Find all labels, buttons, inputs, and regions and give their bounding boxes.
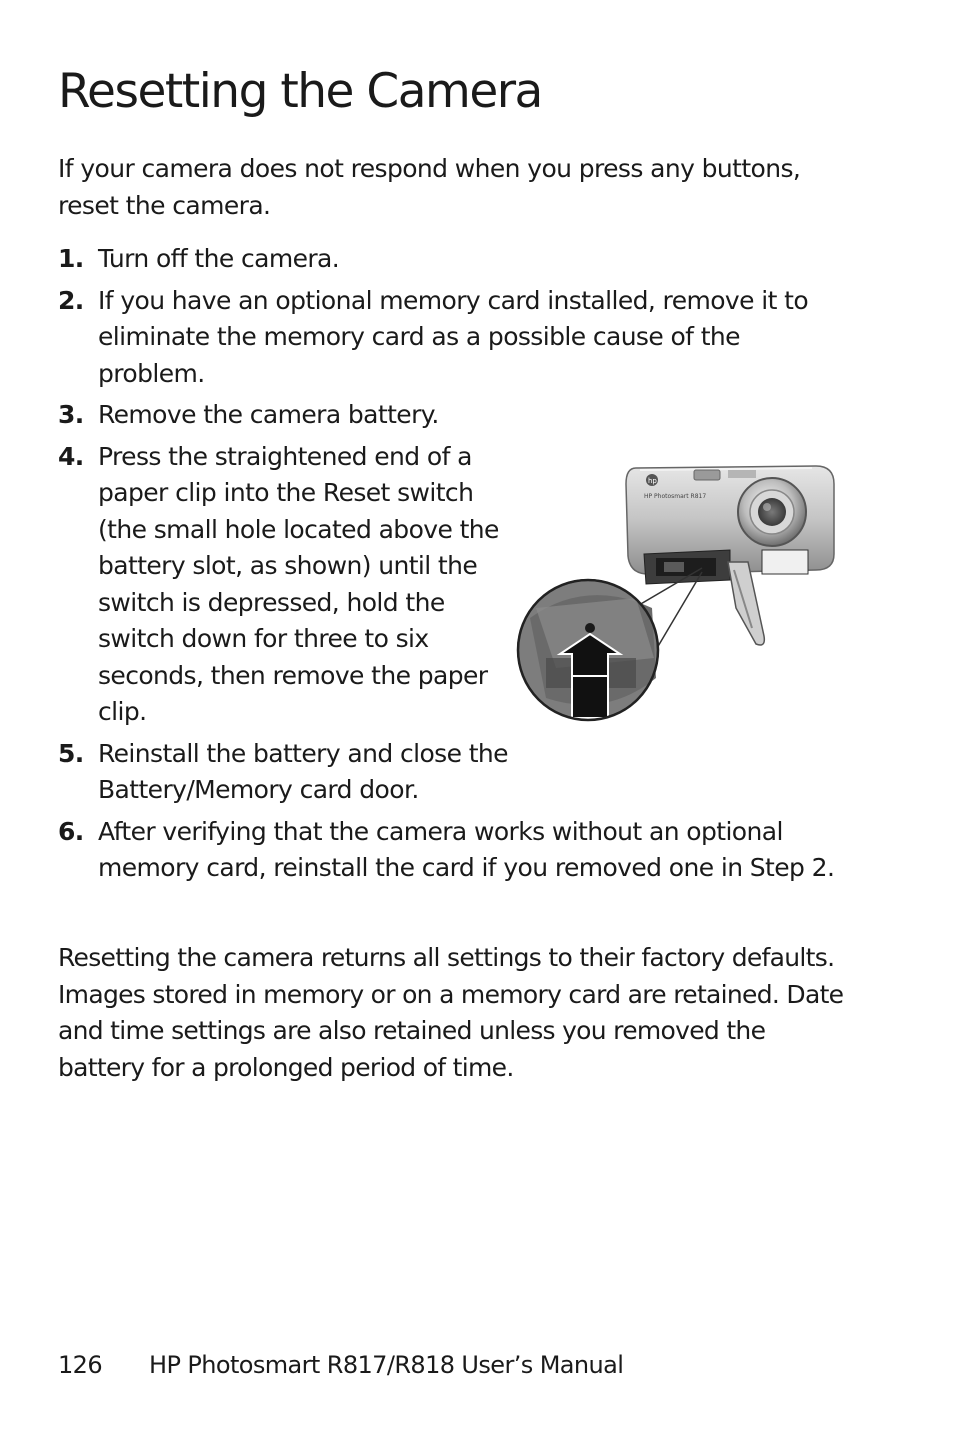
intro-paragraph: If your camera does not respond when you press any buttons, reset the camera.: [58, 154, 801, 220]
page-number: 126: [58, 1351, 103, 1379]
svg-text:hp: hp: [648, 477, 657, 485]
page-title: Resetting the Camera: [58, 64, 542, 119]
camera-reset-illustration-icon: [516, 458, 840, 726]
step-text: After verifying that the camera works without an optional memory card, reinstall the card if you removed one in Step 2.: [98, 816, 835, 882]
step-text: Reinstall the battery and close the Battery/Memory card door.: [98, 738, 508, 804]
step-item: [58, 397, 848, 434]
step-text: Turn off the camera.: [98, 244, 340, 273]
manual-title: HP Photosmart R817/R818 User’s Manual: [149, 1351, 624, 1379]
step-item: [58, 814, 848, 887]
step-number: 3.: [58, 400, 84, 429]
step-number: 4.: [58, 441, 84, 471]
step-item: [58, 283, 848, 393]
step-text: Remove the camera battery.: [98, 400, 439, 429]
page-footer: [58, 1350, 623, 1380]
step-number: 2.: [58, 285, 84, 315]
step-number: 1.: [58, 244, 84, 273]
step-item: [58, 241, 848, 278]
step-number: 5.: [58, 738, 84, 768]
camera-reset-figure: [516, 458, 840, 726]
step-text: If you have an optional memory card installed, remove it to eliminate the memory card as a possible cause of the problem.: [98, 285, 809, 388]
step-item: [58, 736, 848, 809]
step-number: 6.: [58, 816, 84, 846]
camera-model-label: HP Photosmart R817: [644, 493, 707, 500]
step-text: Press the straightened end of a paper clip into the Reset switch (the small hole located above the battery slot, as shown) until the switch is depressed, hold the switch down for three to six seconds, then remove the paper clip.: [98, 441, 499, 726]
closing-paragraph: Resetting the camera returns all settings to their factory defaults. Images stored in memory or on a memory card are retained. Date and time settings are also retained unless you removed the battery for a prolonged period of time.: [58, 943, 844, 1082]
